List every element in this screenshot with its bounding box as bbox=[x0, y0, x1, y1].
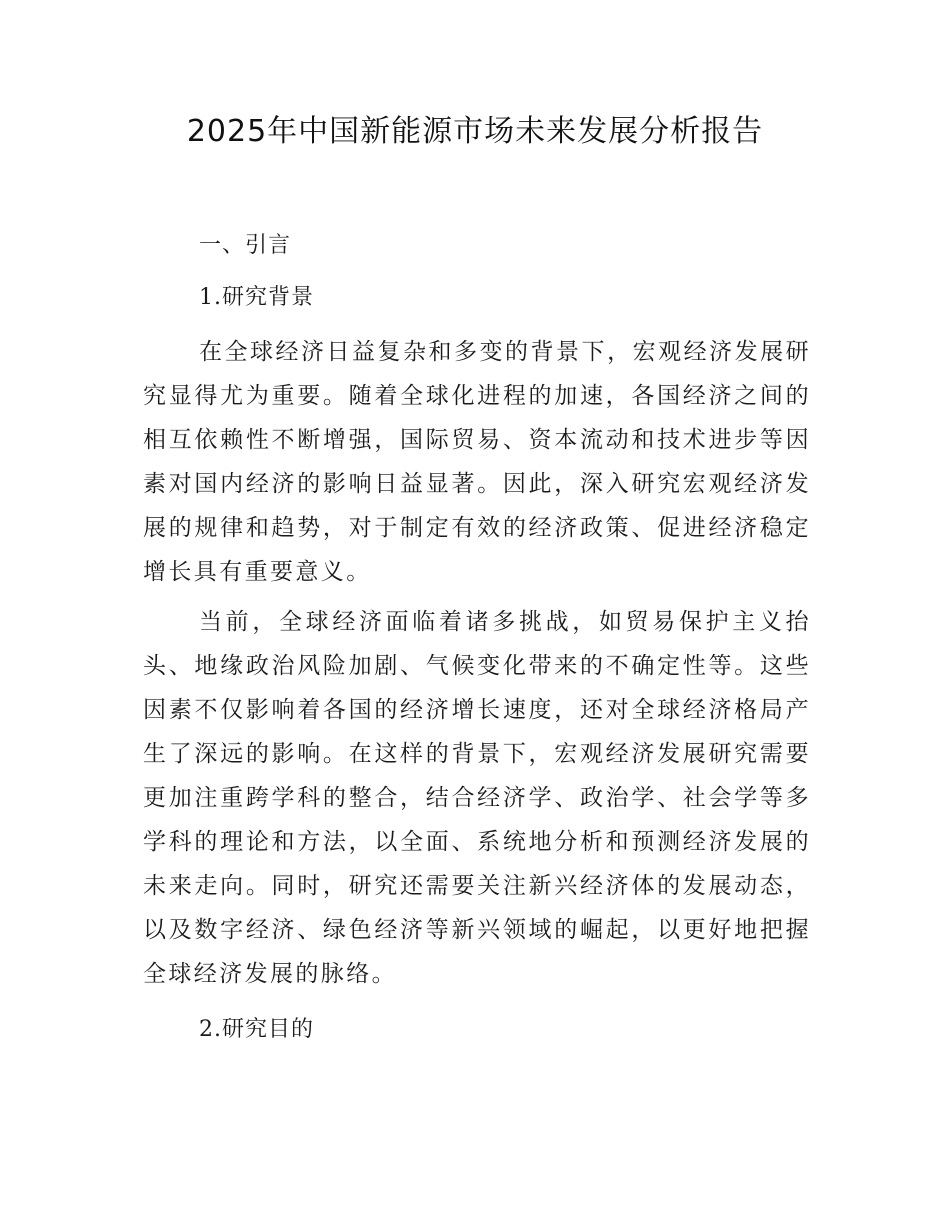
subsection-heading-research-background: 1.研究背景 bbox=[199, 285, 314, 310]
paragraph-research-background-1: 在全球经济日益复杂和多变的背景下，宏观经济发展研究显得尤为重要。随着全球化进程的加速，各国经济之间的相互依赖性不断增强，国际贸易、资本流动和技术进步等因素对国内经济的影响日益显著。因此，深入研究宏观经济发展的规律和趋势，对于制定有效的经济政策、促进经济稳定增长具有重要意义。 bbox=[143, 339, 811, 585]
paragraph-research-background-2: 当前，全球经济面临着诸多挑战，如贸易保护主义抬头、地缘政治风险加剧、气候变化带来的不确定性等。这些因素不仅影响着各国的经济增长速度，还对全球经济格局产生了深远的影响。在这样的背景下，宏观经济发展研究需要更加注重跨学科的整合，结合经济学、政治学、社会学等多学科的理论和方法，以全面、系统地分析和预测经济发展的未来走向。同时，研究还需要关注新兴经济体的发展动态，以及数字经济、绿色经济等新兴领域的崛起，以更好地把握全球经济发展的脉络。 bbox=[143, 609, 811, 987]
subsection-heading-research-purpose: 2.研究目的 bbox=[199, 1017, 314, 1042]
section-heading-introduction: 一、引言 bbox=[199, 233, 292, 258]
document-body bbox=[143, 226, 811, 1062]
document-title: 2025年中国新能源市场未来发展分析报告 bbox=[186, 114, 764, 149]
